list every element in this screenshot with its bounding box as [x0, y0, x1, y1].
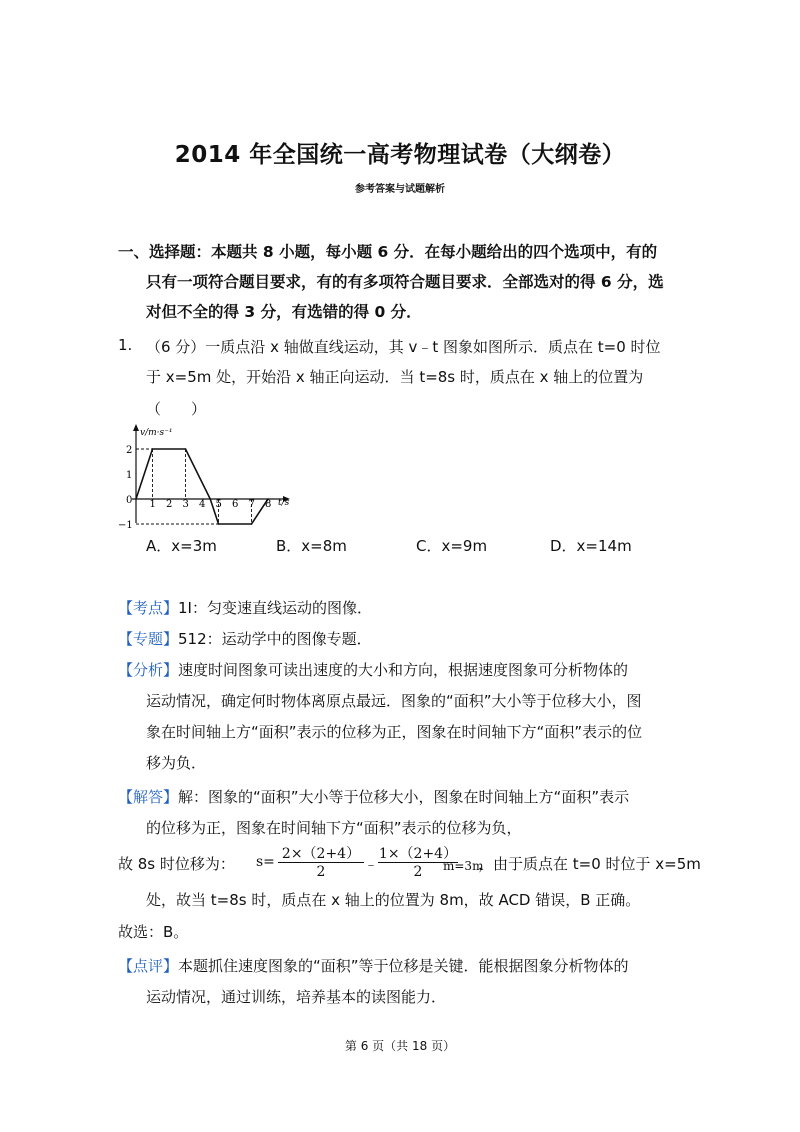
question-line2: 于 x=5m 处，开始沿 x 轴正向运动．当 t=8s 时，质点在 x 轴上的位置为: [146, 368, 644, 386]
vt-point: [185, 448, 187, 450]
formula-s: s=: [256, 854, 275, 870]
vt-series-line: [136, 449, 268, 524]
zhuanti-row: [118, 628, 372, 649]
y-axis-arrow: [133, 424, 139, 431]
section-heading-line3: 对但不全的得 3 分，有选错的得 0 分．: [146, 303, 422, 321]
fraction1-bar: [278, 862, 364, 863]
kaodian-tag: 【考点】: [118, 599, 179, 617]
kaodian-text: 1I：匀变速直线运动的图像．: [178, 599, 372, 617]
y-tick-1: 1: [126, 470, 133, 481]
jieda-line2: 的位移为正，图象在时间轴下方“面积”表示的位移为负，: [146, 819, 522, 837]
zhuanti-text: 512：运动学中的图像专题．: [178, 630, 372, 648]
dianping-tag: 【点评】: [118, 957, 179, 975]
fenxi-line4: 移为负．: [146, 754, 207, 772]
jieda-row: [118, 786, 629, 807]
fraction2-denominator: 2: [413, 864, 423, 880]
fenxi-tag: 【分析】: [118, 661, 179, 679]
x-tick-label: 1: [149, 499, 156, 510]
option-d: D．x=14m: [550, 537, 632, 555]
x-tick-label: 3: [182, 499, 189, 510]
answer: 故选：B。: [118, 923, 189, 941]
fraction2-numerator: 1×（2+4）: [378, 846, 458, 862]
jieda-line4: 处，故当 t=8s 时，质点在 x 轴上的位置为 8m，故 ACD 错误，B 正确。: [146, 891, 641, 909]
y-tick-2: 2: [126, 445, 133, 456]
formula-minus: ﹣: [364, 857, 378, 873]
page-title: 2014 年全国统一高考物理试卷（大纲卷）: [174, 142, 626, 168]
x-tick-label: 4: [199, 499, 206, 510]
kaodian-row: [118, 597, 372, 618]
vt-point: [135, 498, 137, 500]
origin-label: 0: [126, 495, 133, 506]
y-tick-neg1: −1: [118, 520, 133, 531]
x-tick-label: 7: [248, 499, 255, 510]
vt-point: [209, 498, 211, 500]
fenxi-row: [118, 659, 628, 680]
page-footer: 第 6 页（共 18 页）: [344, 1039, 456, 1053]
fenxi-line3: 象在时间轴上方“面积”表示的位移为正，图象在时间轴下方“面积”表示的位: [146, 723, 643, 741]
formula-result: m=3m: [443, 859, 484, 873]
vt-point: [218, 523, 220, 525]
dianping-line2: 运动情况，通过训练，培养基本的读图能力．: [146, 988, 447, 1006]
fraction1-numerator: 2×（2+4）: [281, 846, 361, 862]
jieda-line1: 解：图象的“面积”大小等于位移大小，图象在时间轴上方“面积”表示: [178, 788, 630, 806]
question-number: 1.: [118, 336, 133, 354]
x-tick-label: 5: [215, 499, 222, 510]
x-tick-label: 6: [232, 499, 239, 510]
x-tick-label: 8: [265, 499, 272, 510]
fraction1-denominator: 2: [316, 864, 326, 880]
section-heading-line1: 一、选择题：本题共 8 小题，每小题 6 分．在每小题给出的四个选项中，有的: [118, 243, 658, 261]
vt-point: [152, 448, 154, 450]
jieda-tag: 【解答】: [118, 788, 179, 806]
page-subtitle: 参考答案与试题解析: [355, 184, 445, 195]
y-axis-label: v/m·s⁻¹: [140, 428, 173, 438]
option-a: A．x=3m: [146, 537, 217, 555]
section-heading-line2: 只有一项符合题目要求，有的有多项符合题目要求．全部选对的得 6 分，选: [146, 273, 664, 291]
dianping-row: [118, 955, 629, 976]
x-axis-label: t/s: [278, 498, 290, 508]
x-tick-label: 2: [166, 499, 173, 510]
fenxi-line2: 运动情况，确定何时物体离原点最远．图象的“面积”大小等于位移大小，图: [146, 692, 642, 710]
option-c: C．x=9m: [416, 537, 488, 555]
zhuanti-tag: 【专题】: [118, 630, 179, 648]
question-line1: （6 分）一质点沿 x 轴做直线运动，其 v﹣t 图象如图所示．质点在 t=0 时位: [146, 338, 661, 356]
option-b: B．x=8m: [276, 537, 347, 555]
formula-suffix: ，由于质点在 t=0 时位于 x=5m: [478, 855, 701, 873]
formula-prefix: 故 8s 时位移为：: [118, 855, 235, 873]
question-line3: （ ）: [146, 400, 207, 418]
fenxi-line1: 速度时间图象可读出速度的大小和方向，根据速度图象可分析物体的: [178, 661, 629, 679]
dianping-line1: 本题抓住速度图象的“面积”等于位移是关键．能根据图象分析物体的: [178, 957, 629, 975]
vt-graph: [116, 422, 306, 532]
vt-point: [251, 523, 253, 525]
